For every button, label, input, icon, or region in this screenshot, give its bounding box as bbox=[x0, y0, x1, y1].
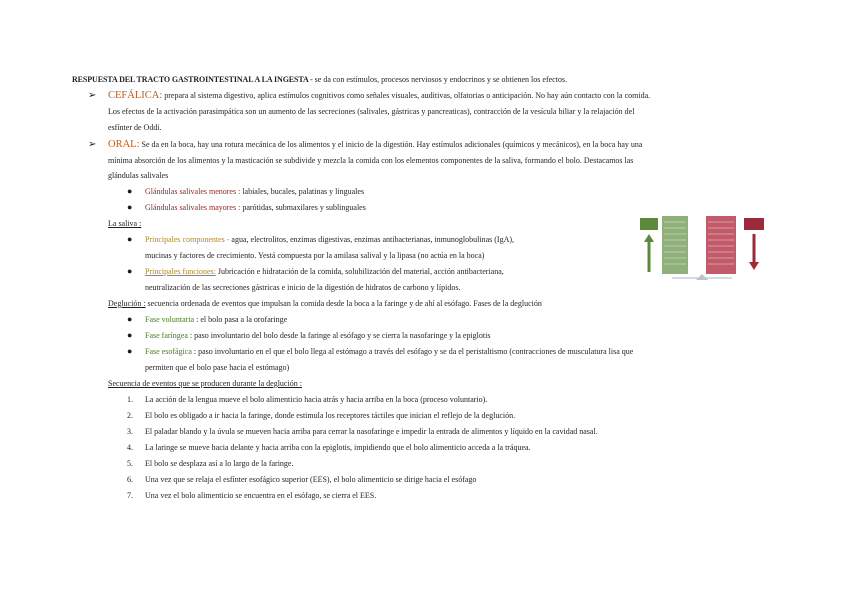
step-item: La acción de la lengua mueve el bolo alimenticio hacia atrás y hacia arriba en la boca (proceso voluntario). bbox=[145, 395, 488, 404]
oral-label: ORAL: bbox=[108, 139, 140, 150]
step-item: El bolo se desplaza así a lo largo de la faringe. bbox=[145, 459, 294, 468]
step-number: 6. bbox=[127, 475, 133, 484]
cefalica-label: CEFÁLICA: bbox=[108, 90, 163, 101]
bullet-icon: ● bbox=[127, 266, 133, 276]
cefalica-line-2: Los efectos de la activación parasimpática son un aumento de las secreciones (salivales, gástricas y pancreaticas), contracción de la vesícula biliar y la relajación del bbox=[108, 107, 635, 116]
step-number: 7. bbox=[127, 491, 133, 500]
figure-list-red bbox=[706, 216, 736, 274]
figure-box-red bbox=[744, 218, 764, 230]
oral-line-3: glándulas salivales bbox=[108, 171, 169, 180]
arrow-bullet-icon: ➢ bbox=[88, 139, 97, 150]
step-number: 4. bbox=[127, 443, 133, 452]
step-item: La laringe se mueve hacia delante y hacia arriba con la epiglotis, impidiendo que el bolo alimenticio acceda a la tráquea. bbox=[145, 443, 531, 452]
step-number: 2. bbox=[127, 411, 133, 420]
step-number: 3. bbox=[127, 427, 133, 436]
bullet-icon: ● bbox=[127, 330, 133, 340]
cefalica-line-3: esfínter de Oddi. bbox=[108, 123, 162, 132]
figure-box-green bbox=[640, 218, 658, 230]
oral-line-2: mínima absorción de los alimentos y la masticación se subdivide y mezcla la comida con los elementos componentes de la saliva, formando el bolo. Destacamos las bbox=[108, 156, 634, 165]
step-item: Una vez que se relaja el esfínter esofágico superior (EES), el bolo alimenticio se dirige hacia el esófago bbox=[145, 475, 477, 484]
step-item: El bolo es obligado a ir hacia la faringe, donde estimula los receptores táctiles que inician el reflejo de la deglución. bbox=[145, 411, 516, 420]
gland-item-mayores: Glándulas salivales mayores : parótidas, submaxilares y sublinguales bbox=[145, 203, 366, 212]
saliva-components-line-2: mucinas y factores de crecimiento. Yestá compuesta por la amilasa salival y la lipasa (no actúa en la boca) bbox=[145, 251, 485, 260]
oral-paragraph: ORAL: Se da en la boca, hay una rotura mecánica de los alimentos y el inicio de la digestión. Hay estímulos adicionales (químicos y mecánicos), en la boca hay una bbox=[108, 139, 643, 150]
secuencia-heading: Secuencia de eventos que se producen durante la deglución : bbox=[108, 379, 302, 388]
step-number: 1. bbox=[127, 395, 133, 404]
gland-item-menores: Glándulas salivales menores : labiales, bucales, palatinas y linguales bbox=[145, 187, 365, 196]
phase-esofagica-line-2: permiten que el bolo pase hacia el estómago) bbox=[145, 363, 290, 372]
saliva-functions-line-2: neutralización de las secreciones gástricas e inicio de la digestión de hidratos de carbono y lípidos. bbox=[145, 283, 461, 292]
phase-faringea: Fase faríngea : paso involuntario del bolo desde la faringe al esófago y se cierra la nasofaringe y la epiglotis bbox=[145, 331, 491, 340]
saliva-diagram-figure bbox=[636, 214, 768, 284]
step-item: Una vez el bolo alimenticio se encuentra en el esófago, se cierra el EES. bbox=[145, 491, 377, 500]
arrow-bullet-icon: ➢ bbox=[88, 90, 97, 101]
step-item: El paladar blando y la úvula se mueven hacia arriba para cerrar la nasofaringe e impedir la entrada de alimentos y líquido en la cavidad nasal. bbox=[145, 427, 598, 436]
bullet-icon: ● bbox=[127, 314, 133, 324]
deglucion-paragraph: Deglución : secuencia ordenada de eventos que impulsan la comida desde la boca a la faringe y de ahí al esófago. Fases de la deglución bbox=[108, 299, 542, 308]
bullet-icon: ● bbox=[127, 346, 133, 356]
bullet-icon: ● bbox=[127, 234, 133, 244]
phase-esofagica: Fase esofágica : paso involuntario en el que el bolo llega al estómago a través del esófago y se da el peristaltismo (contracciones de musculatura lisa que bbox=[145, 347, 634, 356]
bullet-icon: ● bbox=[127, 186, 133, 196]
step-number: 5. bbox=[127, 459, 133, 468]
heading-title: RESPUESTA DEL TRACTO GASTROINTESTINAL A LA INGESTA bbox=[72, 75, 309, 84]
phase-voluntaria: Fase voluntaria : el bolo pasa a la orofaringe bbox=[145, 315, 288, 324]
saliva-functions: Principales funciones: Jubricación e hidratación de la comida, solubilización del material, acción antibacteriana, bbox=[145, 267, 504, 276]
saliva-components: Principales componentes - agua, electrolitos, enzimas digestivas, enzimas antibacterianas, inmunoglobulinas (IgA), bbox=[145, 235, 515, 244]
section-heading: RESPUESTA DEL TRACTO GASTROINTESTINAL A LA INGESTA - se da con estímulos, procesos nerviosos y endocrinos y se obtienen los efectos. bbox=[72, 75, 568, 84]
bullet-icon: ● bbox=[127, 202, 133, 212]
figure-list-green bbox=[662, 216, 688, 274]
saliva-heading: La saliva : bbox=[108, 219, 142, 228]
heading-text: se da con estímulos, procesos nerviosos y endocrinos y se obtienen los efectos. bbox=[314, 75, 568, 84]
cefalica-paragraph: CEFÁLICA: prepara al sistema digestivo, aplica estímulos cognitivos como señales visuales, auditivas, olfatorias o anticipación. No hay aún contacto con la comida. bbox=[108, 90, 651, 101]
